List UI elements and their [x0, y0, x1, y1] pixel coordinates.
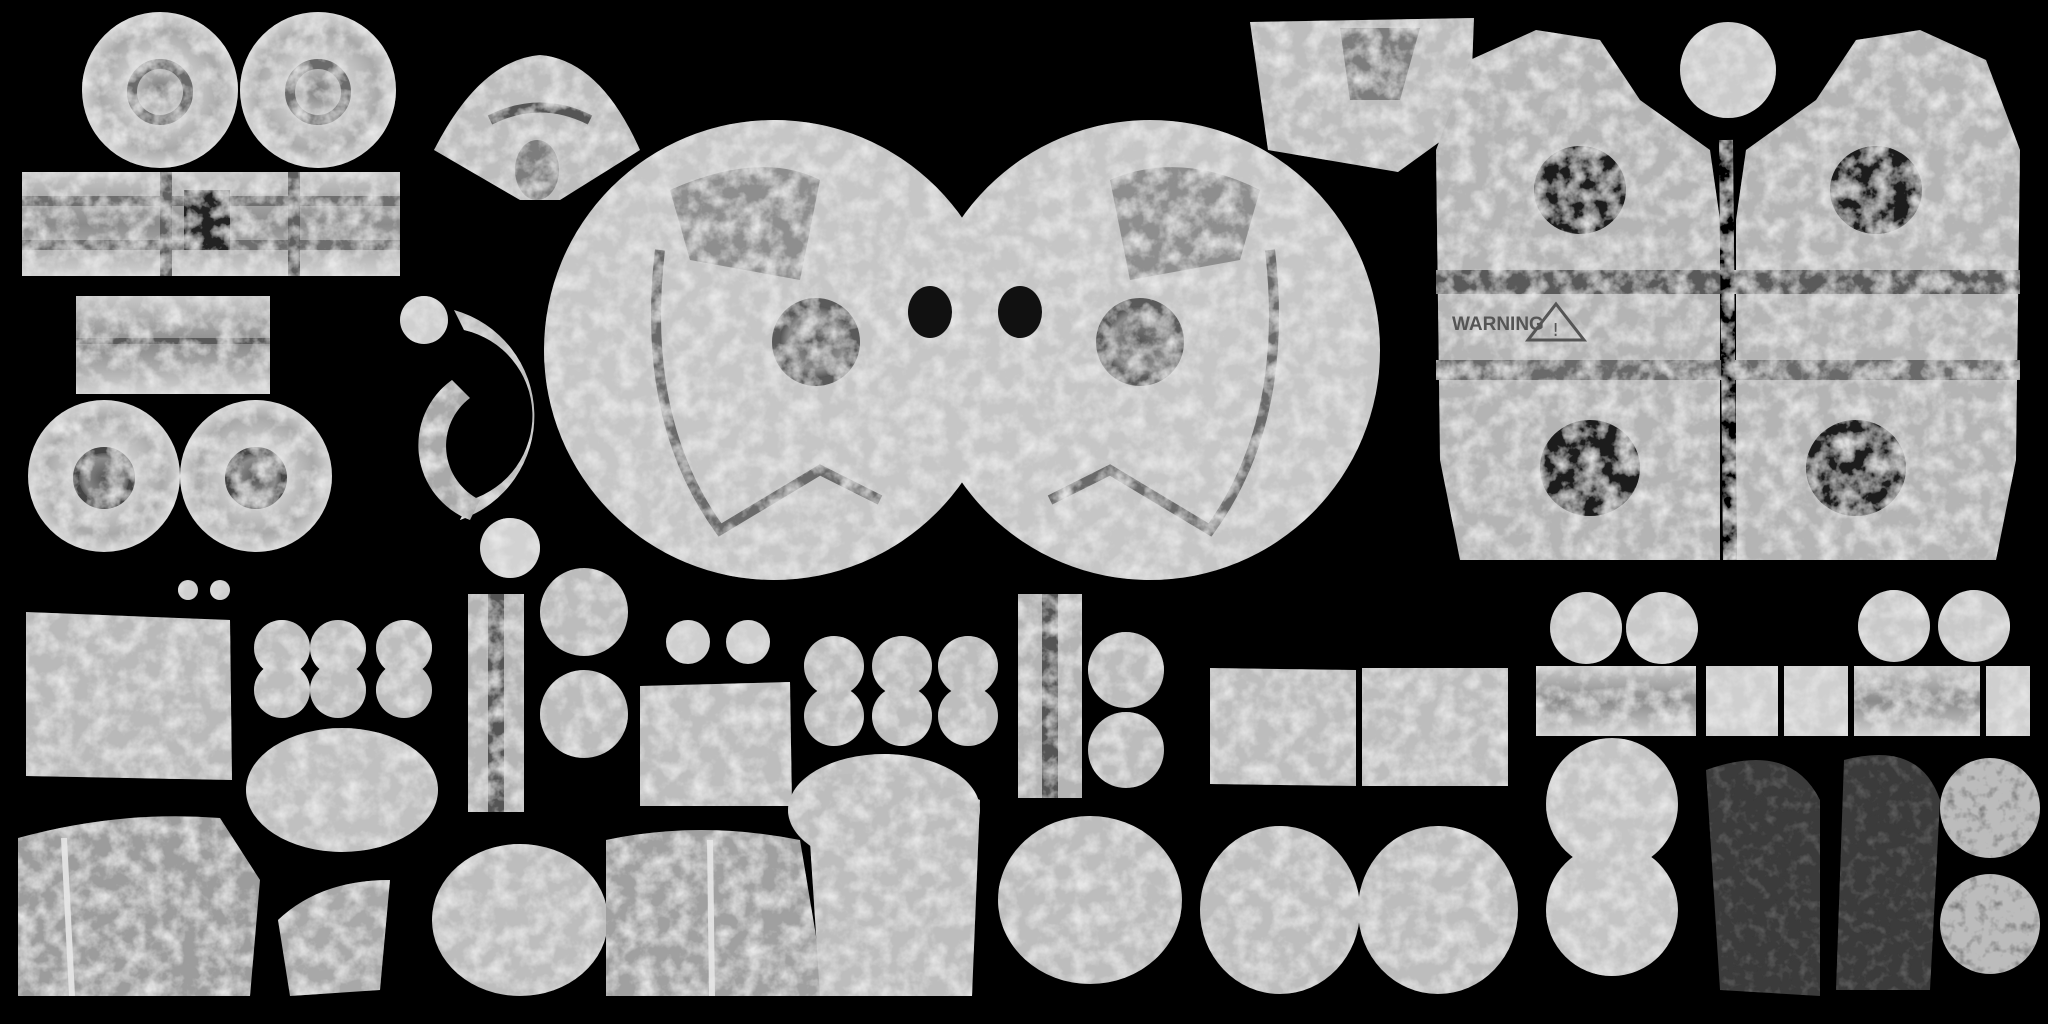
pair-of-discs — [28, 400, 332, 552]
dark-islands — [1706, 755, 2040, 996]
disc-island — [240, 12, 396, 168]
warning-text: WARNING — [1452, 314, 1544, 335]
hook-island — [400, 296, 540, 578]
svg-text:!: ! — [1552, 320, 1560, 341]
small-top-disc — [1680, 22, 1776, 118]
short-strip — [76, 296, 270, 394]
large-plate-right — [920, 120, 1380, 580]
top-left-discs — [82, 12, 396, 168]
disc-island — [82, 12, 238, 168]
fan-island — [434, 55, 640, 200]
top-left-strip — [22, 172, 400, 276]
